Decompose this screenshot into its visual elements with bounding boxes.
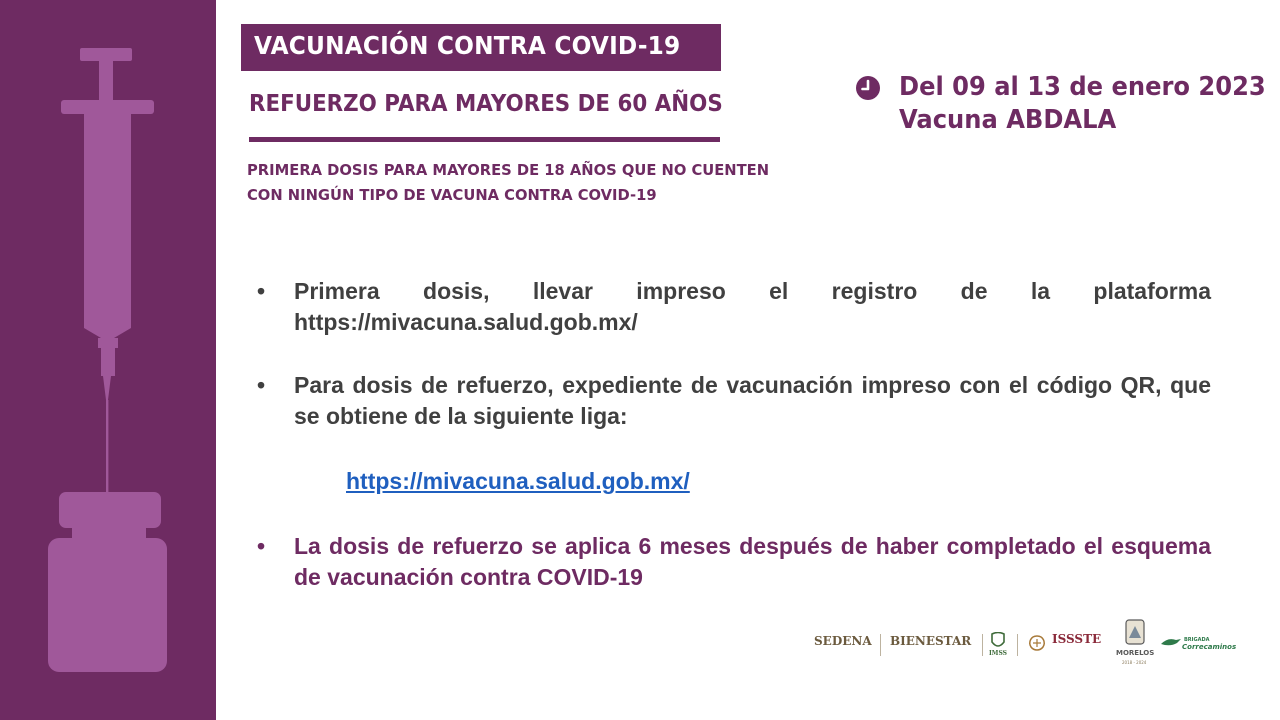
list-item — [254, 276, 1211, 338]
sedena-logo: SEDENA — [814, 634, 872, 648]
schedule-dates: Del 09 al 13 de enero 2023 — [899, 72, 1266, 102]
booster-requirement: Para dosis de refuerzo, expediente de vacunación impreso con el código QR, que se obtiene de la siguiente liga: — [294, 372, 1211, 429]
note-line-1: PRIMERA DOSIS PARA MAYORES DE 18 AÑOS QUE NO CUENTEN — [247, 161, 770, 179]
left-decorative-panel — [0, 0, 216, 720]
bullet-dot: • — [257, 533, 266, 559]
roadrunner-icon — [1160, 636, 1182, 648]
booster-timing-note: La dosis de refuerzo se aplica 6 meses después de haber completado el esquema de vacunación contra COVID-19 — [294, 533, 1211, 590]
correcaminos-logo: Correcaminos — [1182, 643, 1237, 651]
bullet-dot: • — [257, 372, 266, 398]
subtitle-divider — [249, 137, 720, 142]
brigada-label: BRIGADA — [1184, 637, 1210, 643]
institution-logos — [812, 618, 1237, 668]
imss-emblem-icon — [989, 632, 1007, 650]
mivacuna-link[interactable]: https://mivacuna.salud.gob.mx/ — [346, 468, 690, 494]
syringe-vial-illustration — [0, 0, 216, 720]
page-title: VACUNACIÓN CONTRA COVID-19 — [254, 31, 681, 60]
morelos-logo: MORELOS — [1116, 649, 1155, 657]
issste-logo: ISSSTE — [1052, 632, 1102, 646]
issste-emblem-icon — [1026, 634, 1048, 652]
vaccine-name: Vacuna ABDALA — [899, 105, 1117, 135]
logo-divider — [880, 634, 881, 656]
morelos-shield-icon — [1124, 618, 1146, 648]
booster-subtitle: REFUERZO PARA MAYORES DE 60 AÑOS — [249, 91, 723, 117]
first-dose-eligibility-note — [247, 158, 817, 208]
link-row — [254, 466, 1211, 497]
list-item — [254, 531, 1211, 593]
requirements-list — [254, 276, 1211, 593]
logo-divider — [1017, 634, 1018, 656]
schedule-block — [899, 71, 1266, 137]
morelos-years: 2018 - 2024 — [1122, 660, 1147, 665]
bienestar-logo: BIENESTAR — [890, 634, 972, 648]
logo-divider — [982, 634, 983, 656]
note-line-2: CON NINGÚN TIPO DE VACUNA CONTRA COVID-19 — [247, 186, 657, 204]
imss-logo: IMSS — [989, 650, 1007, 657]
first-dose-requirement: Primera dosis, llevar impreso el registro de la plataforma https://mivacuna.salud.gob.mx/ — [294, 278, 1211, 335]
list-item — [254, 370, 1211, 432]
bullet-dot: • — [257, 278, 266, 304]
clock-icon — [855, 75, 881, 101]
